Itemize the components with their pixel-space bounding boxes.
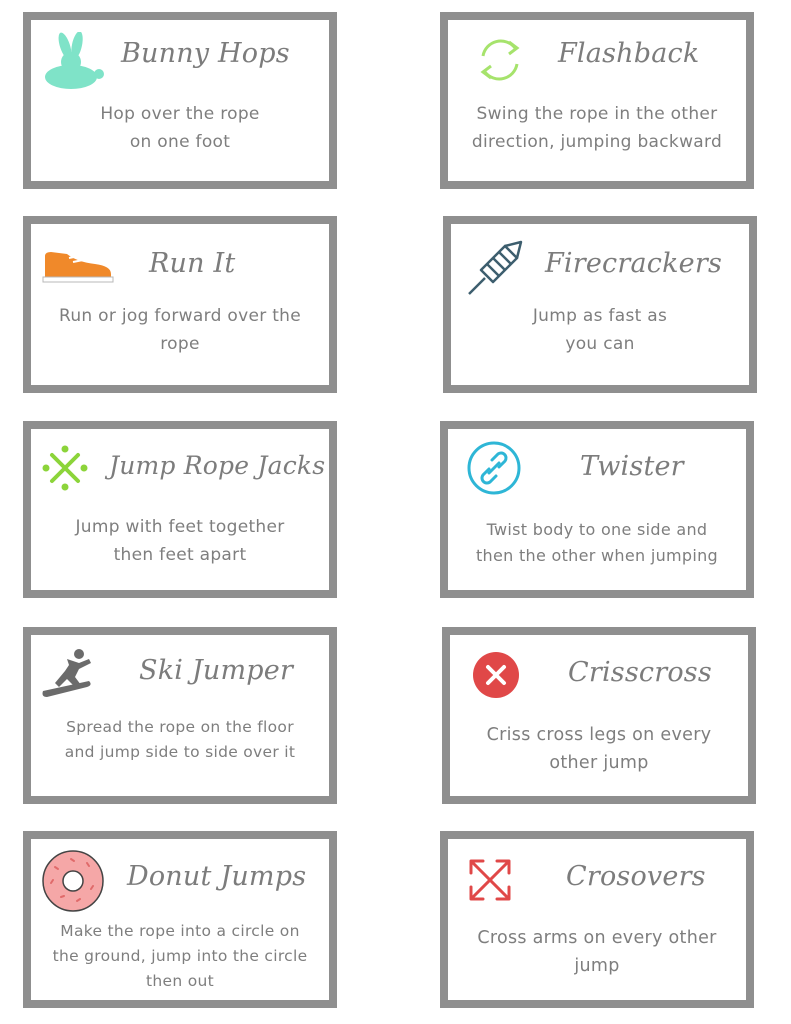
card-crosovers [440,831,754,1008]
snowboarder-icon [41,647,93,701]
card-description: Run or jog forward over the rope [58,306,301,354]
card-title: Run It [149,248,236,279]
card-jump-rope-jacks [23,421,337,598]
card-title: Flashback [558,38,700,69]
card-title: Crisscross [568,657,712,688]
card-bunny-hops [23,12,337,189]
card-title: Donut Jumps [127,861,307,892]
card-flashback [440,12,754,189]
twist-link-icon [465,439,523,497]
card-description: Cross arms on every other jump [477,928,717,977]
card-twister [440,421,754,598]
card-ski-jumper [23,627,337,804]
card-description: Twist body to one side and then the other when jumping [475,520,718,565]
card-firecrackers [443,216,757,393]
sneaker-icon [41,246,115,286]
card-description: Make the rope into a circle on the ground, jump into the circle then out [52,922,308,991]
card-title: Twister [580,451,684,482]
card-description: Criss cross legs on every other jump [486,725,712,774]
card-title: Ski Jumper [139,655,294,686]
expand-arrows-icon [467,857,513,903]
cycle-arrows-icon [475,32,525,88]
card-description: Jump with feet together then feet apart [75,517,285,565]
card-run-it [23,216,337,393]
card-description: Jump as fast as you can [532,306,668,354]
card-description: Spread the rope on the floor and jump side to side over it [64,718,296,762]
card-crisscross [442,627,756,804]
donut-icon [41,849,105,913]
firework-rocket-icon [465,236,527,298]
card-title: Jump Rope Jacks [109,451,326,480]
jumping-jacks-icon [42,445,88,491]
rabbit-icon [43,32,107,90]
card-donut-jumps [23,831,337,1008]
card-title: Crosovers [566,861,706,892]
card-title: Firecrackers [545,248,723,279]
card-title: Bunny Hops [121,38,290,69]
card-description: Hop over the rope on one foot [100,104,260,152]
card-description: Swing the rope in the other direction, jumping backward [471,104,723,152]
x-circle-icon [472,651,520,699]
